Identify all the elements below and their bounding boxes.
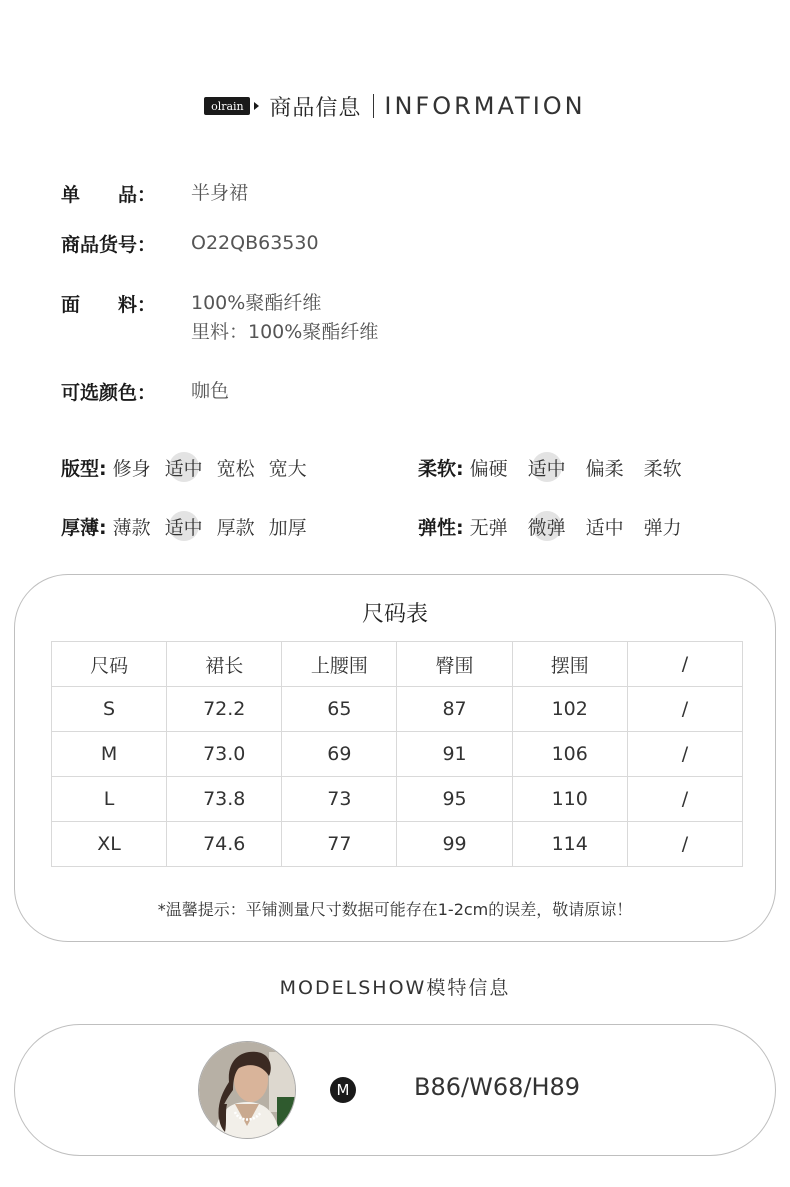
header-title-en: INFORMATION: [384, 92, 586, 120]
model-section-title: MODELSHOW模特信息: [279, 977, 511, 999]
attr-softness-label: 柔软:: [418, 457, 464, 480]
attr-thickness-option-selected: 适中: [165, 513, 203, 540]
attr-fit-option: 宽大: [268, 457, 307, 480]
item-value: 半身裙: [191, 182, 249, 204]
attr-softness-option-selected: 适中: [528, 454, 566, 481]
brand-logo: olrain: [204, 97, 250, 115]
attr-fit-option: 宽松: [216, 457, 255, 480]
color-value: 咖色: [191, 380, 230, 402]
item-label: 单 品：: [61, 184, 157, 206]
attr-fit: [61, 451, 321, 483]
table-cell: 87: [397, 687, 512, 732]
table-cell: 72.2: [167, 687, 282, 732]
play-arrow-icon: [254, 102, 259, 110]
model-size-badge: M: [330, 1077, 356, 1103]
table-cell: XL: [52, 822, 167, 867]
table-cell: 99: [397, 822, 512, 867]
table-row: [52, 777, 743, 822]
attr-thickness-option: 厚款: [216, 516, 255, 539]
table-header-cell: 上腰围: [282, 642, 397, 687]
size-note: *温馨提示：平铺测量尺寸数据可能存在1-2cm的误差，敬请原谅！: [157, 900, 633, 919]
size-chart-title: 尺码表: [361, 602, 428, 627]
attr-softness-option: 偏硬: [469, 457, 508, 480]
attr-softness-option: 偏柔: [585, 457, 624, 480]
table-cell: 102: [512, 687, 627, 732]
table-cell: 73.8: [167, 777, 282, 822]
section-header: [0, 86, 790, 126]
attr-elasticity-option: 无弹: [469, 516, 508, 539]
table-cell: 73: [282, 777, 397, 822]
attr-thickness-option: 薄款: [112, 516, 151, 539]
attr-thickness-option: 加厚: [268, 516, 307, 539]
header-divider: [373, 94, 374, 118]
fabric-value: 100%聚酯纤维: [191, 292, 322, 314]
attr-elasticity: [418, 510, 696, 542]
table-cell: 95: [397, 777, 512, 822]
table-header-cell: /: [627, 642, 742, 687]
sku-label: 商品货号：: [61, 234, 157, 256]
attr-elasticity-option: 弹力: [643, 516, 682, 539]
size-table: [51, 641, 743, 867]
table-cell: 106: [512, 732, 627, 777]
table-cell: 77: [282, 822, 397, 867]
attr-fit-label: 版型:: [61, 457, 107, 480]
table-header-cell: 尺码: [52, 642, 167, 687]
color-label: 可选颜色：: [61, 382, 157, 404]
table-header-cell: 摆围: [512, 642, 627, 687]
model-avatar: [198, 1041, 296, 1139]
attr-softness-option: 柔软: [643, 457, 682, 480]
table-cell: S: [52, 687, 167, 732]
model-portrait-image: [199, 1042, 296, 1139]
table-cell: /: [627, 732, 742, 777]
attr-fit-option-selected: 适中: [165, 454, 203, 481]
attr-fit-option: 修身: [112, 457, 151, 480]
table-cell: 110: [512, 777, 627, 822]
attr-elasticity-option: 适中: [585, 516, 624, 539]
table-cell: M: [52, 732, 167, 777]
fabric-label: 面 料：: [61, 294, 157, 316]
model-card: [14, 1024, 776, 1156]
attr-softness: [418, 451, 696, 483]
table-cell: 69: [282, 732, 397, 777]
attr-thickness-label: 厚薄:: [61, 516, 107, 539]
table-row: [52, 687, 743, 732]
table-cell: 91: [397, 732, 512, 777]
sku-value: O22QB63530: [191, 232, 319, 254]
table-cell: L: [52, 777, 167, 822]
table-header-cell: 臀围: [397, 642, 512, 687]
header-title-cn: 商品信息: [269, 95, 362, 121]
table-cell: 73.0: [167, 732, 282, 777]
lining-value: 里料：100%聚酯纤维: [191, 321, 379, 343]
size-chart-card: [14, 574, 776, 942]
table-cell: 74.6: [167, 822, 282, 867]
model-measurements: B86/W68/H89: [414, 1073, 581, 1101]
attr-elasticity-label: 弹性:: [418, 516, 464, 539]
table-row: [52, 822, 743, 867]
table-cell: /: [627, 777, 742, 822]
table-header-row: [52, 642, 743, 687]
table-row: [52, 732, 743, 777]
attr-elasticity-option-selected: 微弹: [528, 513, 566, 540]
table-cell: /: [627, 687, 742, 732]
table-header-cell: 裙长: [167, 642, 282, 687]
table-cell: /: [627, 822, 742, 867]
attr-thickness: [61, 510, 321, 542]
table-cell: 65: [282, 687, 397, 732]
table-cell: 114: [512, 822, 627, 867]
